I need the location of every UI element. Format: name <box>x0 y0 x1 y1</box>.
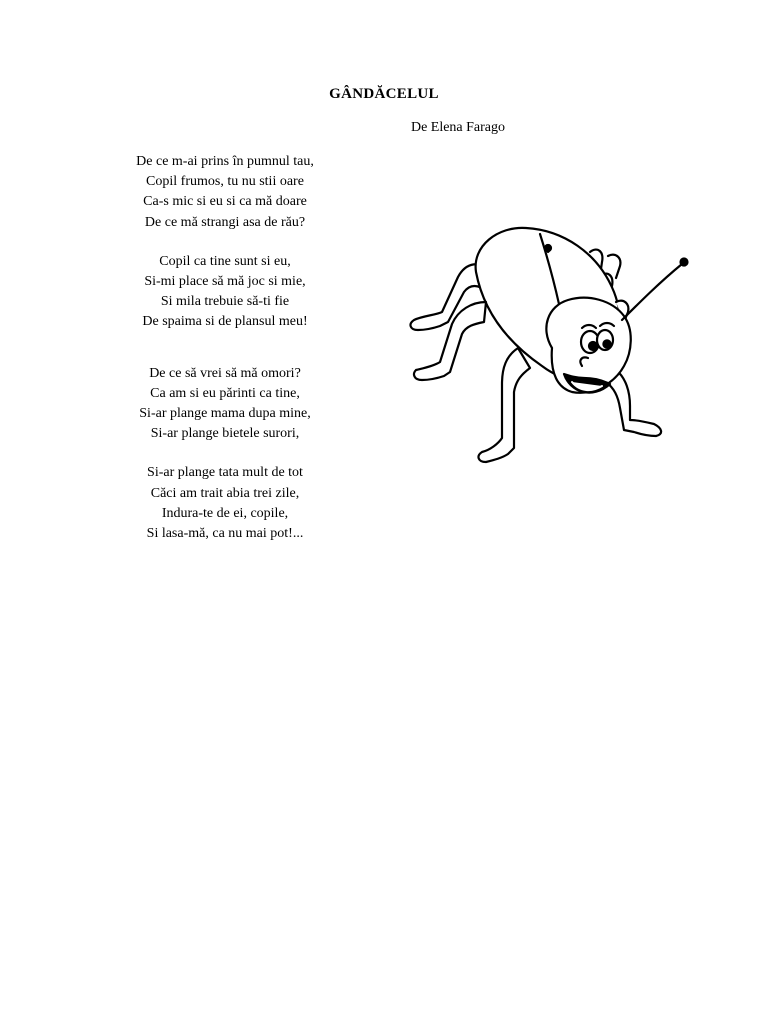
stanza <box>105 364 345 445</box>
poem-line: Si mila trebuie să-ti fie <box>160 294 290 310</box>
poem-line: Copil ca tine sunt si eu, <box>159 253 291 269</box>
poem-line: Si-ar plange tata mult de tot <box>147 465 303 481</box>
beetle-antenna <box>622 259 688 321</box>
poem-line: De ce m-ai prins în pumnul tau, <box>136 154 314 169</box>
poem-line: Si-mi place să mă joc si mie, <box>144 274 306 290</box>
poem-line: Si lasa-mă, ca nu mai pot!... <box>146 526 304 542</box>
poem-line: Si-ar plange mama dupa mine, <box>139 406 311 422</box>
poem-line: Ca-s mic si eu si ca mă doare <box>143 194 307 210</box>
poem-line: Căci am trait abia trei zile, <box>150 485 300 501</box>
beetle-illustration <box>402 152 694 512</box>
stanza <box>105 252 345 333</box>
poem-line: Copil frumos, tu nu stii oare <box>146 174 304 190</box>
poem-line: De spaima si de plansul meu! <box>142 314 308 330</box>
poem-line: Si-ar plange bietele surori, <box>150 426 300 442</box>
poem-line: Indura-te de ei, copile, <box>161 505 289 521</box>
stanza <box>105 152 345 233</box>
poem-line: Ca am si eu părinti ca tine, <box>150 385 300 401</box>
poem-author: De Elena Farago <box>410 120 506 135</box>
poem-line: De ce să vrei să mă omori? <box>149 365 301 381</box>
poem-line: De ce mă strangi asa de rău? <box>144 214 306 230</box>
stanza <box>105 463 345 544</box>
poem-body <box>105 152 345 544</box>
poem-title: GÂNDĂCELUL <box>329 86 439 102</box>
